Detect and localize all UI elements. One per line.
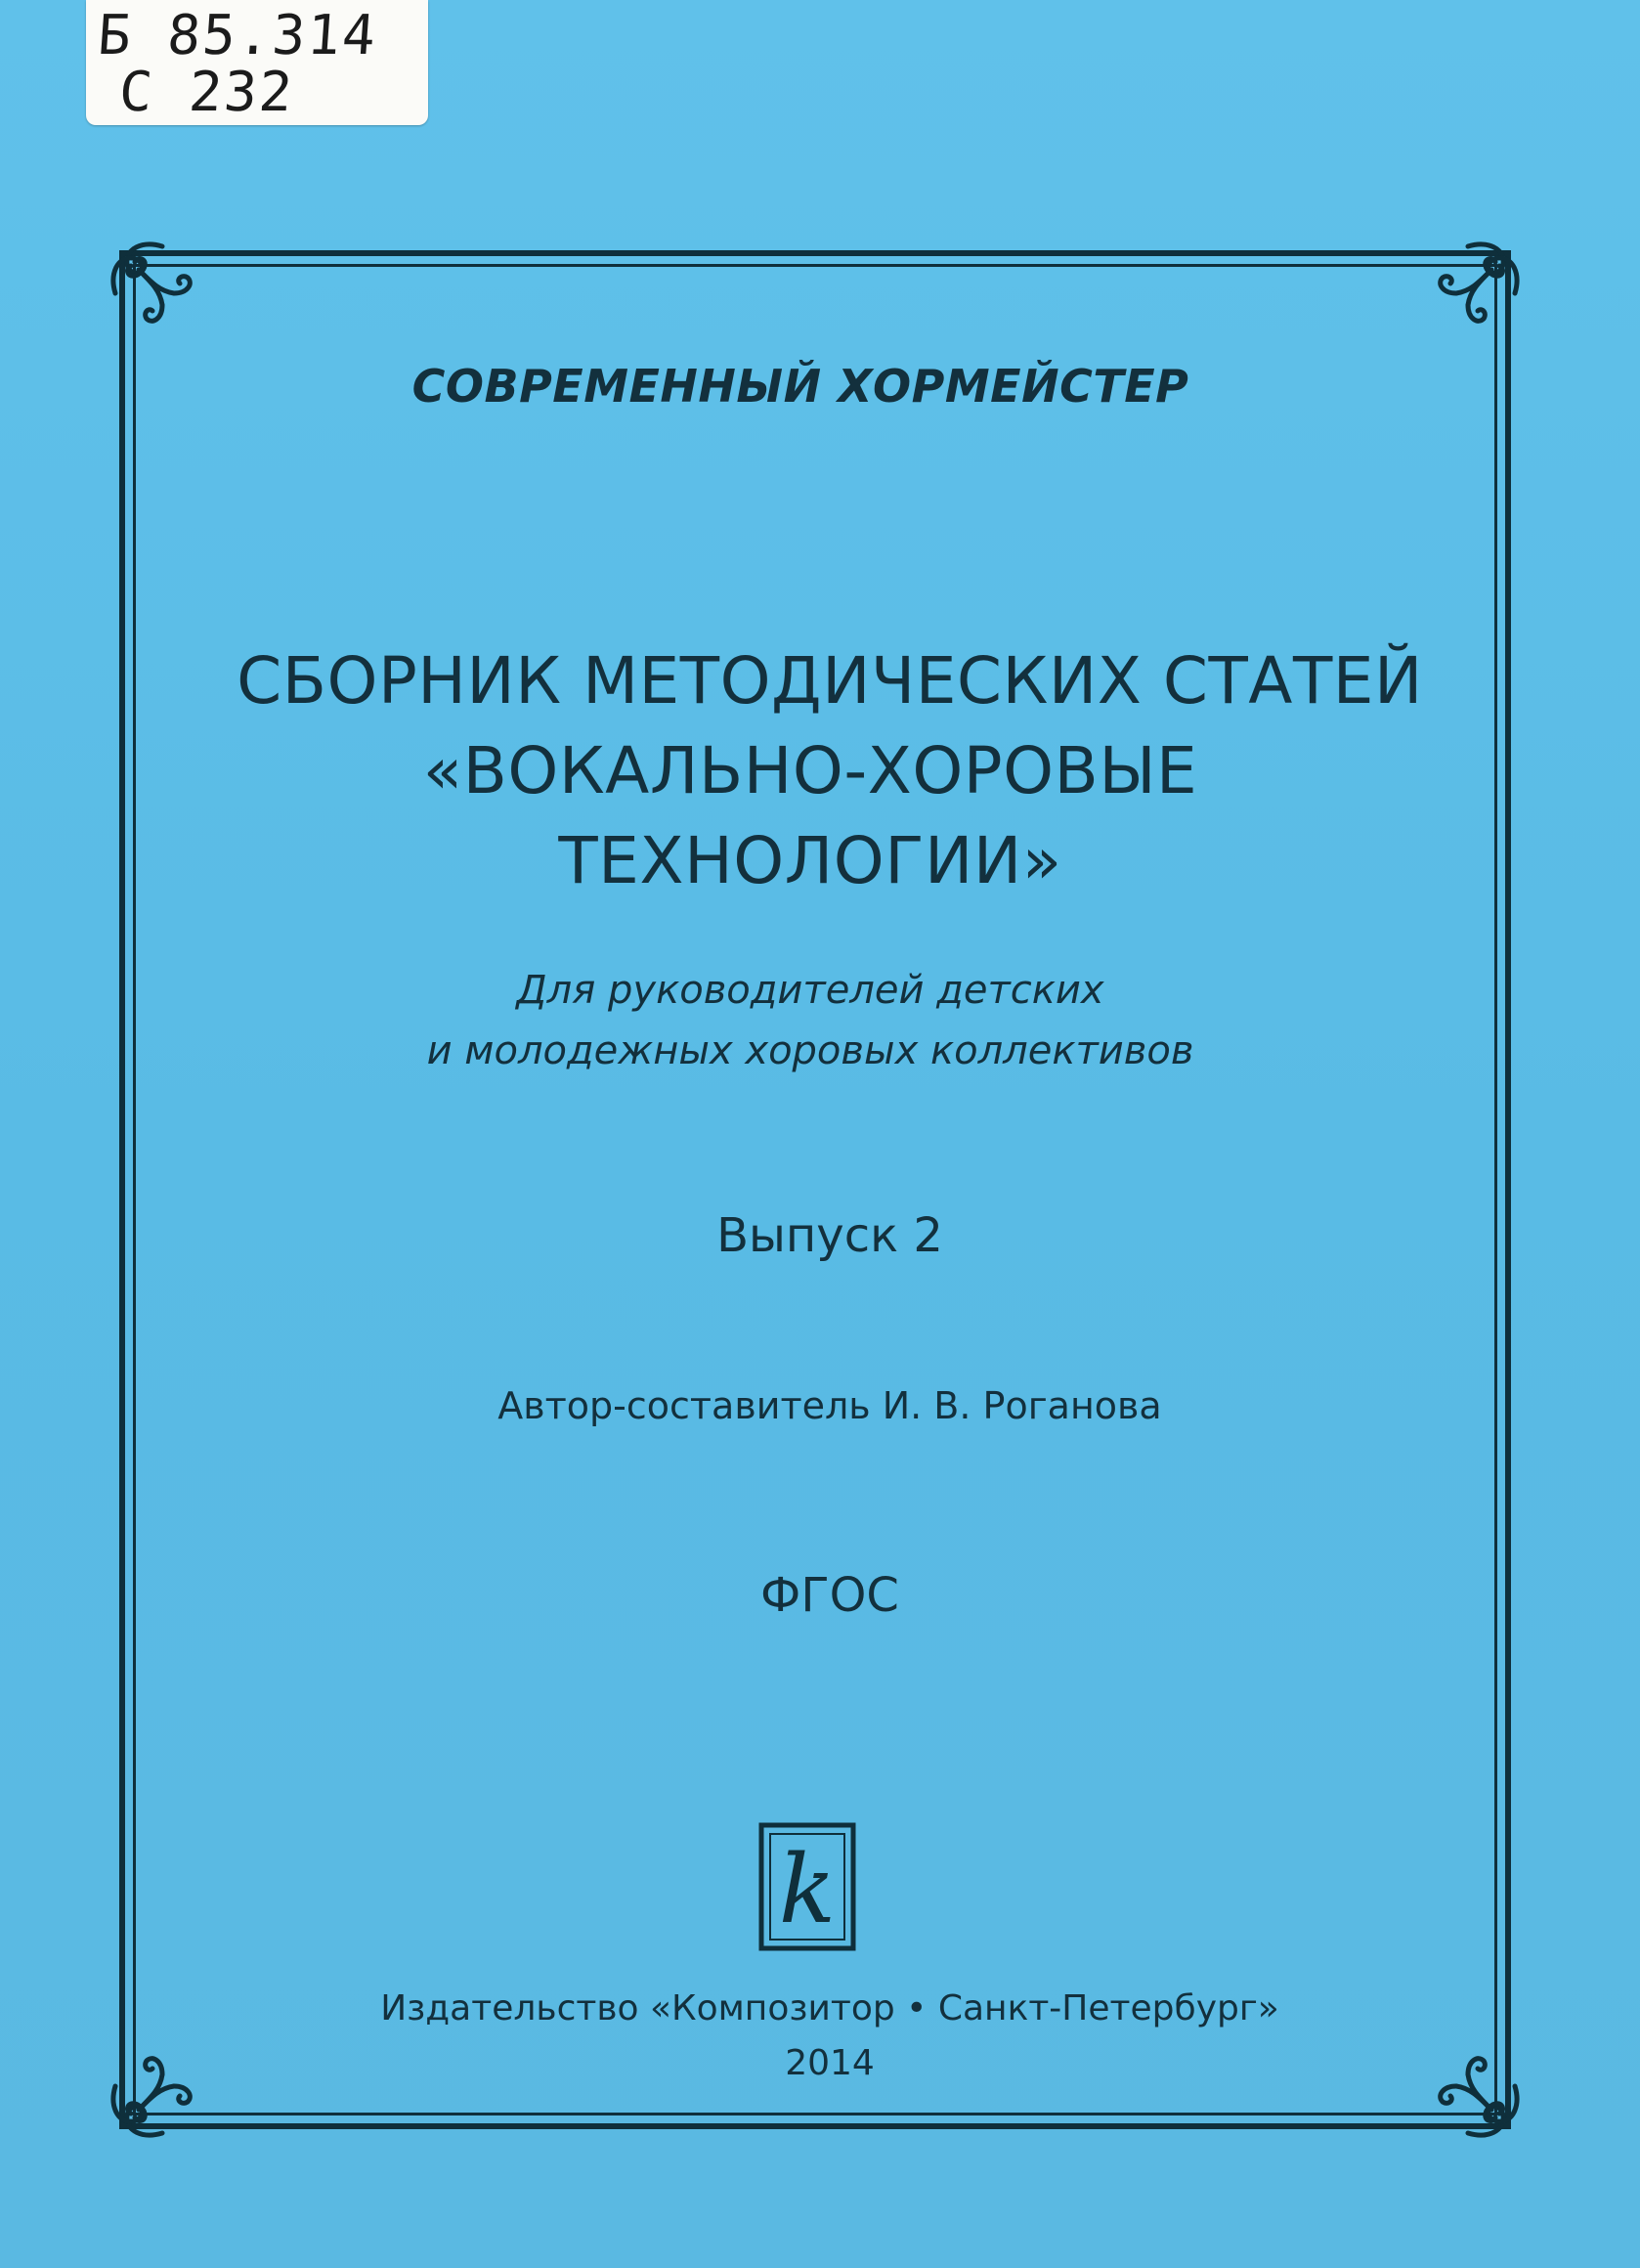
call-number-line-2: С 232 bbox=[116, 61, 296, 124]
author-compiler: Автор-составитель И. В. Роганова bbox=[497, 1384, 1162, 1427]
issue-number: Выпуск 2 bbox=[716, 1208, 943, 1263]
corner-flourish-icon bbox=[104, 235, 221, 352]
publisher-name: Издательство «Композитор • Санкт-Петербург» bbox=[380, 1988, 1279, 2028]
corner-flourish-icon bbox=[1409, 235, 1527, 352]
call-number-line-1: Б 85.314 bbox=[95, 4, 379, 67]
publisher-logo-icon bbox=[756, 1820, 858, 1953]
education-standard: ФГОС bbox=[760, 1568, 899, 1623]
subtitle-line-2: и молодежных хоровых коллективов bbox=[426, 1028, 1194, 1073]
library-call-number-label bbox=[86, 0, 428, 125]
subtitle-line-1: Для руководителей детских bbox=[516, 968, 1104, 1013]
series-title: СОВРЕМЕННЫЙ ХОРМЕЙСТЕР bbox=[411, 360, 1189, 413]
book-title-line-3: ТЕХНОЛОГИИ» bbox=[558, 823, 1062, 898]
publisher-logo-letter: k bbox=[778, 1835, 837, 1944]
book-title-line-1: СБОРНИК МЕТОДИЧЕСКИХ СТАТЕЙ bbox=[237, 643, 1423, 719]
publication-year: 2014 bbox=[785, 2043, 875, 2083]
book-title-line-2: «ВОКАЛЬНО-ХОРОВЫЕ bbox=[422, 733, 1198, 808]
